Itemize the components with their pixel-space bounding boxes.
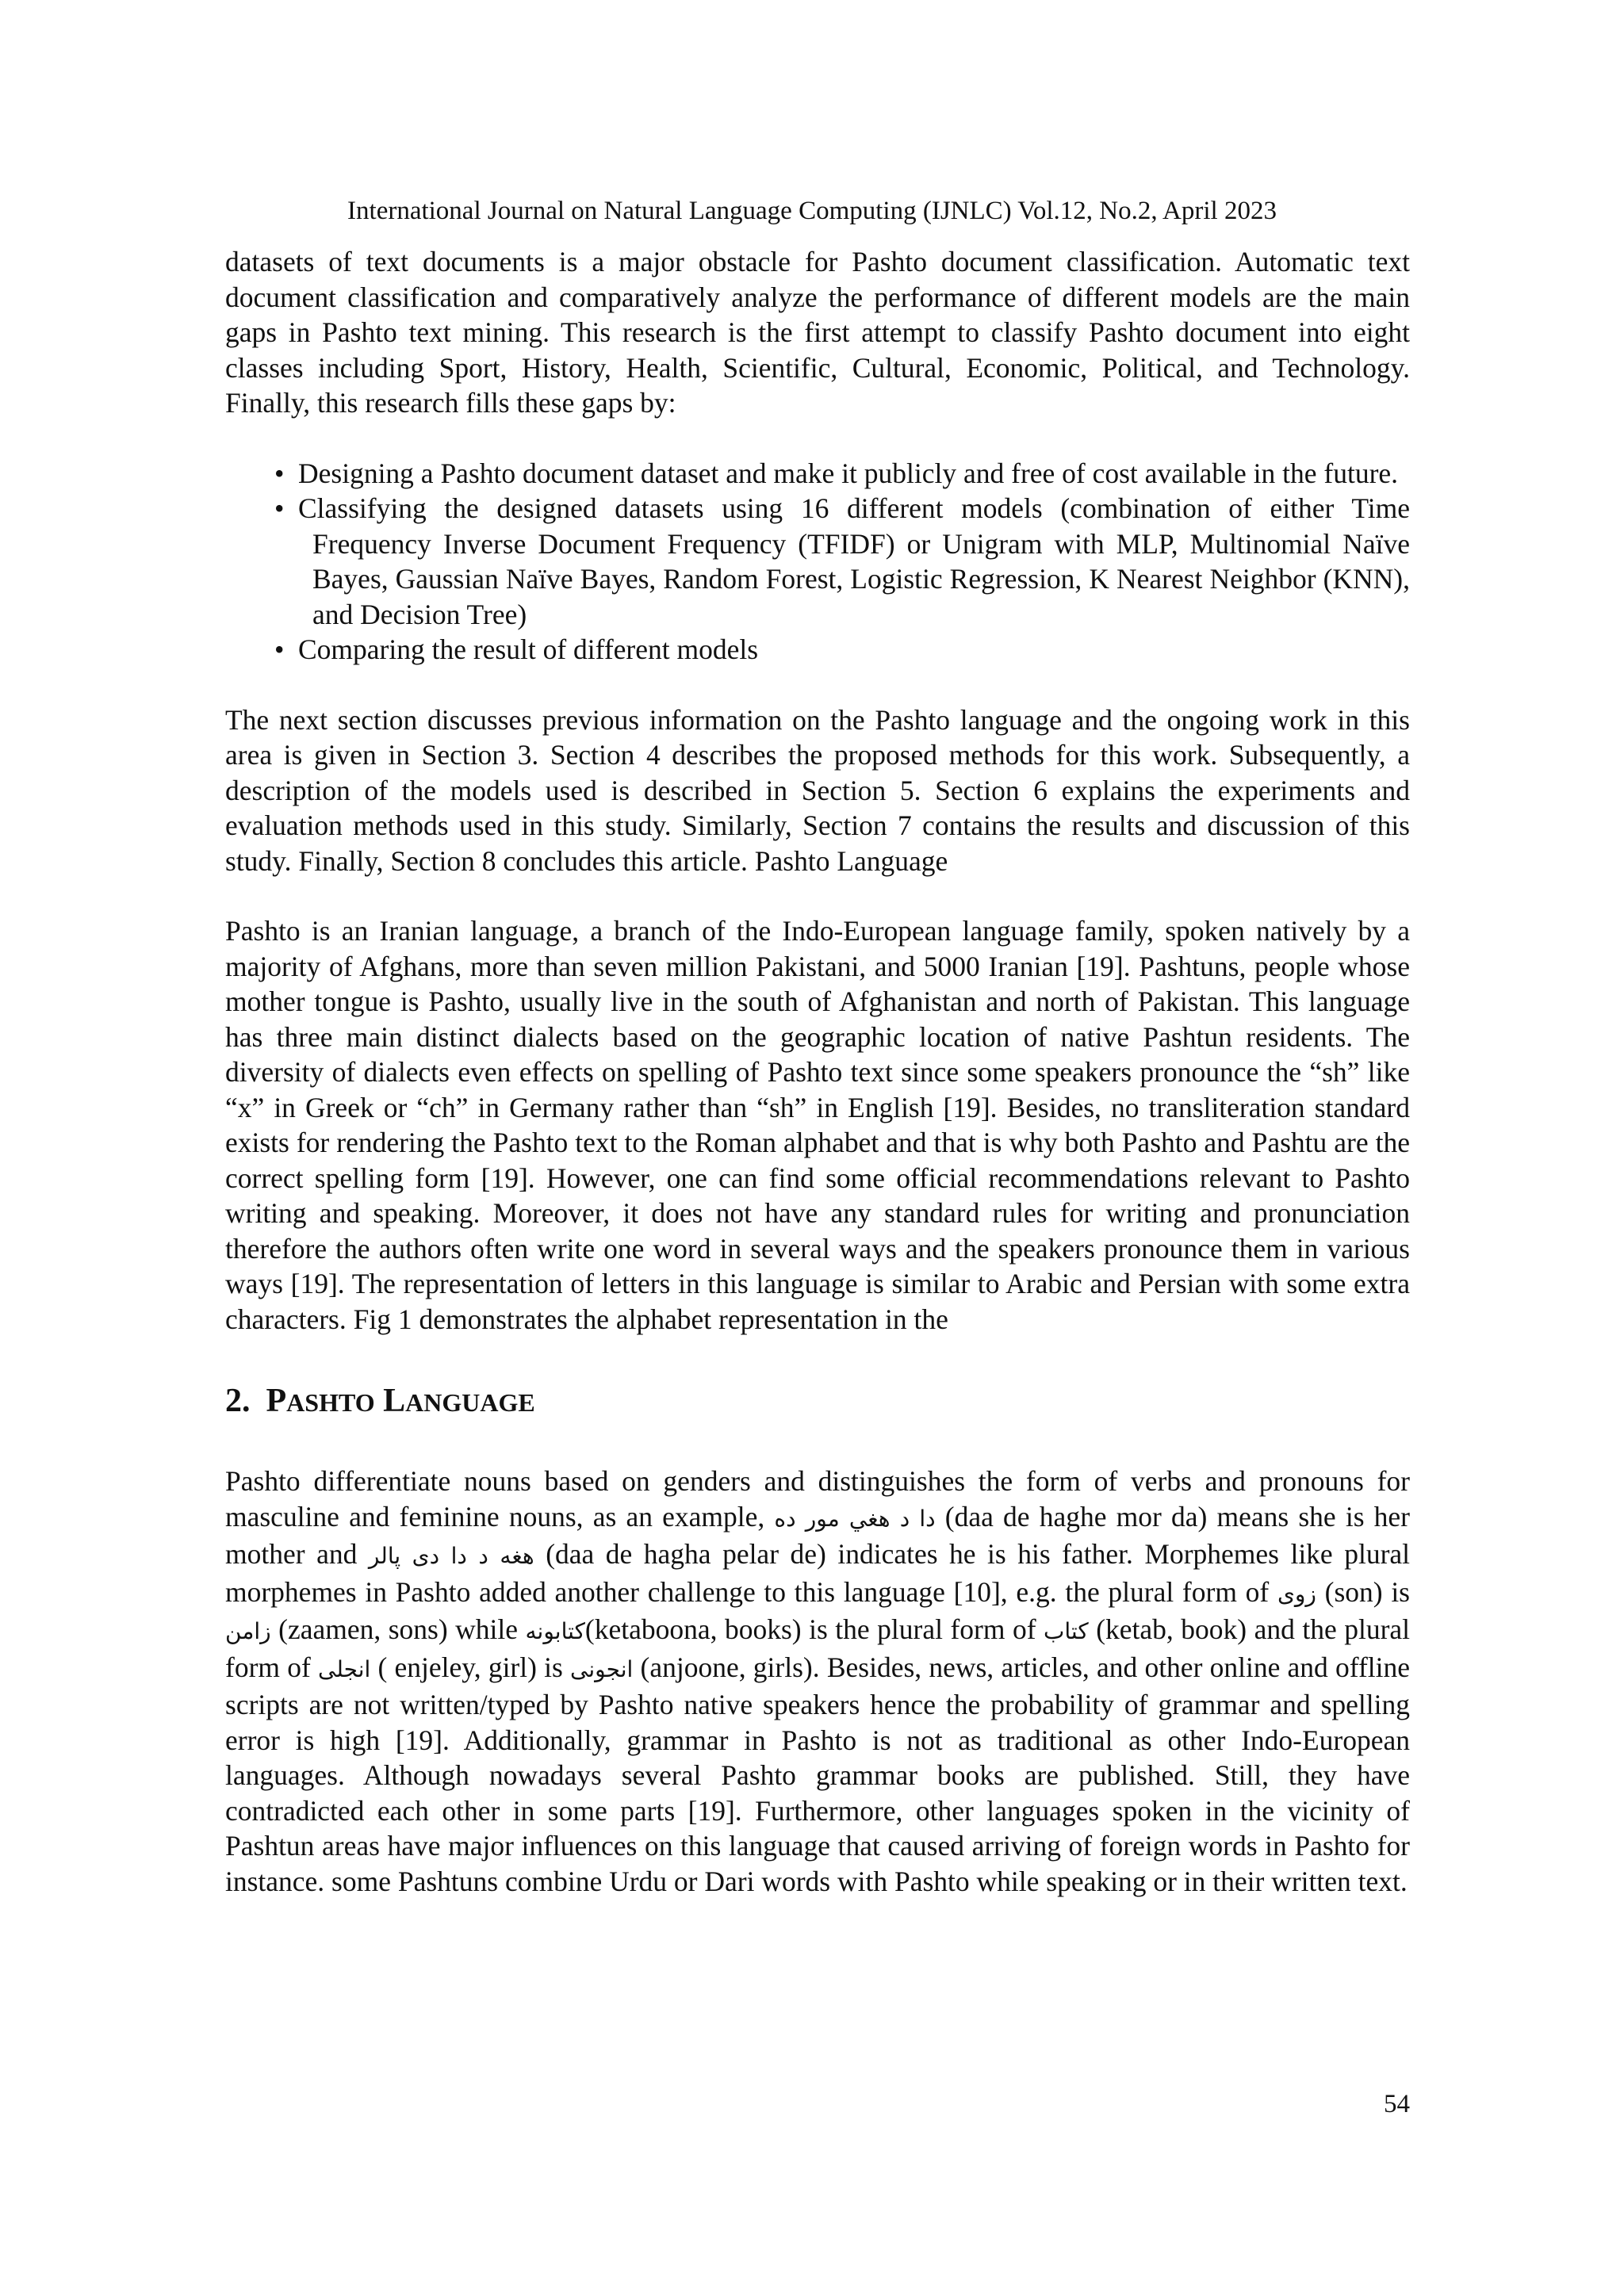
bullet-icon: • xyxy=(274,492,285,524)
outline-paragraph: The next section discusses previous information on the Pashto language and the ongoing work in this area is given in Section 3. Section 4 describes the proposed methods for this work. Subsequently, a description of the models used is described in Section 5. Section 6 explains the experiments and evaluation methods used in this study. Similarly, Section 7 contains the results and discussion of this study. Finally, Section 8 concludes this article. Pashto Language xyxy=(225,703,1410,877)
text-run: (ketab, book) and the plural form of xyxy=(225,1613,1411,1683)
text-run: (ketaboona, books) is the plural form of xyxy=(584,1613,1036,1645)
pashto-word: انجونی xyxy=(570,1655,634,1682)
list-item xyxy=(225,456,1410,492)
list-item xyxy=(225,632,1410,668)
pashto-phrase: هغه د دا دی پالر xyxy=(368,1543,534,1569)
bullet-icon: • xyxy=(274,633,285,665)
pashto-word: زامن xyxy=(225,1618,271,1644)
section-number: 2. xyxy=(225,1383,251,1419)
section-title-rest: ASHTO xyxy=(286,1388,375,1417)
list-item-text: Designing a Pashto document dataset and make it publicly and free of cost available in the future. xyxy=(298,457,1399,489)
contribution-list xyxy=(225,456,1410,668)
text-run: (daa de hagha pelar de) indicates he is his father. Morphemes like plural morphemes in Pashto added another challenge to this language [10], e.g. the plural form of xyxy=(225,1538,1411,1608)
pashto-word: انجلی xyxy=(318,1655,371,1682)
pashto-word: کتابونه xyxy=(525,1618,585,1644)
list-item-text: Comparing the result of different models xyxy=(298,633,759,665)
running-header: International Journal on Natural Language Computing (IJNLC) Vol.12, No.2, April 2023 xyxy=(347,197,1277,225)
section-heading xyxy=(225,1380,1410,1424)
section-title-initial: P xyxy=(266,1383,287,1419)
text-run: (anjoone, girls). Besides, news, articles, and other online and offline scripts are not written/typed by Pashto native speakers hence the probability of grammar and spelling error is high [19]. Additionally, grammar in Pashto is not as traditional as other Indo-European languages. Although nowadays several Pashto grammar books are published. Still, they have contradicted each other in some parts [19]. Furthermore, other languages spoken in the vicinity of Pashtun areas have major influences on this language that caused arriving of foreign words in Pashto for instance. some Pashtuns combine Urdu or Dari words with Pashto while speaking or in their written text. xyxy=(225,1651,1411,1897)
pashto-phrase: دا د هغي مور ده xyxy=(774,1505,936,1532)
page-number: 54 xyxy=(1384,2090,1410,2118)
pashto-word: کتاب xyxy=(1044,1618,1089,1644)
list-item-text: Classifying the designed datasets using 16 different models (combination of either Time Frequency Inverse Document Frequency (TFIDF) or Unigram with MLP, Multinomial Naïve Bayes, Gaussian Naïve Bayes, Random Forest, Logistic Regression, K Nearest Neighbor (KNN), and Decision Tree) xyxy=(298,492,1410,630)
text-run: (son) is xyxy=(1324,1575,1410,1608)
section-title-initial: L xyxy=(383,1383,406,1419)
pashto-intro-paragraph: Pashto is an Iranian language, a branch of the Indo-European language family, spoken natively by a majority of Afghans, more than seven million Pakistani, and 5000 Iranian [19]. Pashtuns, people whose mother tongue is Pashto, usually live in the south of Afghanistan and north of Pakistan. This language has three main distinct dialects based on the geographic location of native Pashtun residents. The diversity of dialects even effects on spelling of Pashto text since some speakers pronounce the “sh” like “x” in Greek or “ch” in Germany rather than “sh” in English [19]. Besides, no transliteration standard exists for rendering the Pashto text to the Roman alphabet and that is why both Pashto and Pashtu are the correct spelling form [19]. However, one can find some official recommendations relevant to Pashto writing and speaking. Moreover, it does not have any standard rules for writing and pronunciation therefore the authors often write one word in several ways and the speakers pronounce them in various ways [19]. The representation of letters in this language is similar to Arabic and Persian with some extra characters. Fig 1 demonstrates the alphabet representation in the xyxy=(225,915,1410,1335)
intro-paragraph: datasets of text documents is a major obstacle for Pashto document classification. Automatic text document classification and comparatively analyze the performance of different models are the main gaps in Pashto text mining. This research is the first attempt to classify Pashto document into eight classes including Sport, History, Health, Scientific, Cultural, Economic, Political, and Technology. Finally, this research fills these gaps by: xyxy=(225,246,1410,419)
text-run: Pashto differentiate nouns based on genders and distinguishes the form of verbs and pronouns for masculine and feminine nouns, as an example, xyxy=(225,1465,1410,1533)
pashto-word: زوی xyxy=(1277,1580,1316,1607)
text-run: (daa de haghe mor da) means she is her mother and xyxy=(225,1500,1411,1570)
list-item xyxy=(225,491,1410,632)
bullet-icon: • xyxy=(274,457,285,489)
section-2-paragraph xyxy=(225,1464,1410,1899)
page-body xyxy=(225,244,1410,1899)
text-run: (zaamen, sons) while xyxy=(278,1613,519,1645)
section-title-rest: ANGUAGE xyxy=(405,1388,535,1417)
text-run: ( enjeley, girl) is xyxy=(377,1651,563,1683)
